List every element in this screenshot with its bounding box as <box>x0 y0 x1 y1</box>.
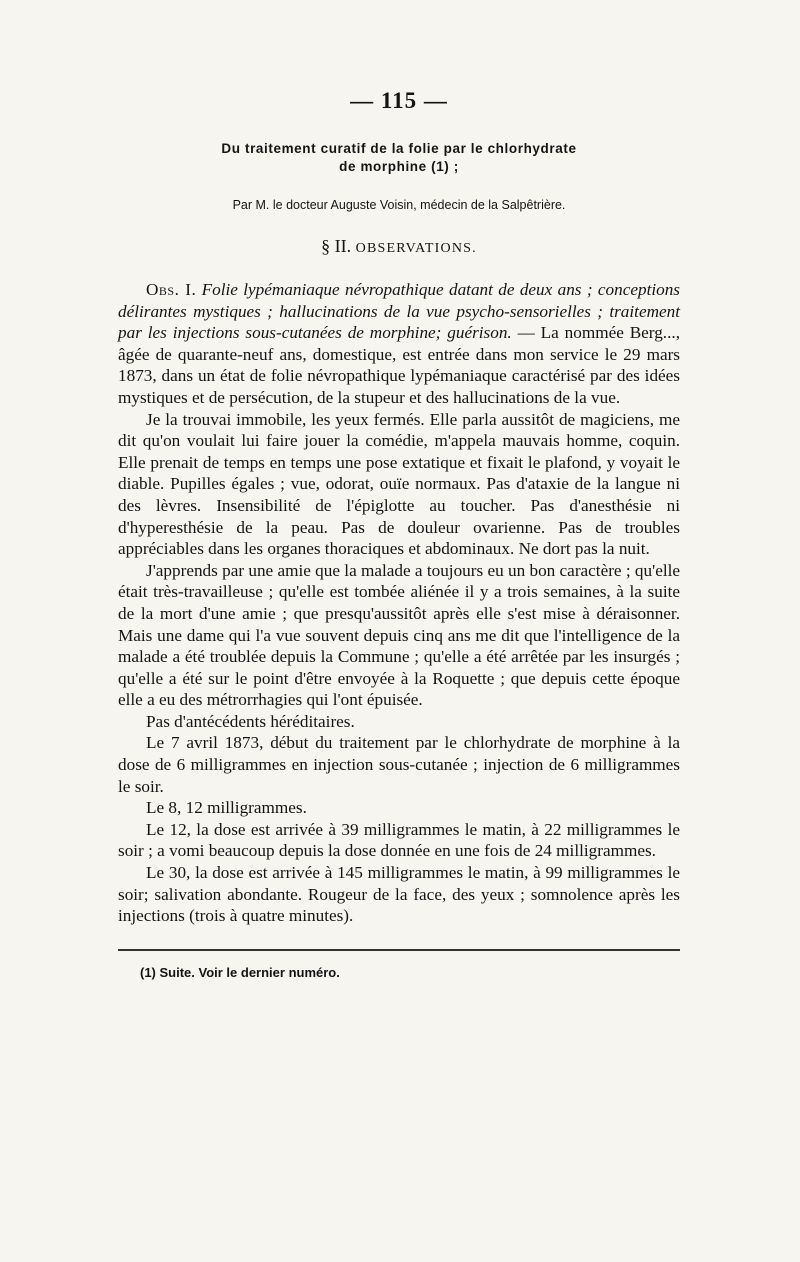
body-paragraph: Le 8, 12 milligrammes. <box>146 798 307 818</box>
body-paragraph: Pas d'antécédents héréditaires. <box>146 711 355 731</box>
observation-intro: — La nommée Berg..., âgée de quarante-neuf ans, domestique, est entrée dans mon service le 29 mars 1873, dans un état de folie névropathique lypémaniaque caractérisé par des idées mystiques et de persécution, de la stupeur et des hallucinations de la vue. <box>118 323 680 407</box>
section-heading <box>118 236 680 257</box>
observation-label: Obs. I. <box>146 280 197 299</box>
observation-title: Folie lypémaniaque névropathique datant de deux ans ; conceptions délirantes mystiques ; hallucinations de la vue psycho-sensorielles ; traitement par les injections sous-cutanées de morphine; guérison. <box>118 280 680 343</box>
observation-paragraph <box>118 279 680 409</box>
body-paragraph: Le 30, la dose est arrivée à 145 milligrammes le matin, à 99 milligrammes le soir; salivation abondante. Rougeur de la face, des yeux ; somnolence après les injections (trois à quatre minutes). <box>118 863 680 926</box>
section-title: OBSERVATIONS. <box>355 241 477 256</box>
body-paragraph: Je la trouvai immobile, les yeux fermés. Elle parla aussitôt de magiciens, me dit qu'on voulait lui faire jouer la comédie, m'appela mauvais homme, coquin. Elle prenait de temps en temps une pose extatique et fixait le plafond, y voyait le diable. Pupilles égales ; vue, odorat, ouïe normaux. Pas d'ataxie de la langue ni des lèvres. Insensibilité de l'épiglotte au toucher. Pas d'anesthésie ni d'hyperesthésie de la peau. Pas de douleur ovarienne. Pas de troubles appréciables dans les organes thoraciques et abdominaux. Ne dort pas la nuit. <box>118 409 680 559</box>
document-page <box>118 88 680 980</box>
article-body <box>118 279 680 927</box>
section-mark: § II. <box>321 236 352 256</box>
body-paragraph: Le 7 avril 1873, début du traitement par le chlorhydrate de morphine à la dose de 6 milligrammes en injection sous-cutanée ; injection de 6 milligrammes le soir. <box>118 733 680 796</box>
body-paragraph: J'apprends par une amie que la malade a toujours eu un bon caractère ; qu'elle était très-travailleuse ; qu'elle est tombée aliénée il y a trois semaines, à la suite de la mort d'une amie ; que presqu'aussitôt après elle s'est mise à déraisonner. Mais une dame qui l'a vue souvent depuis cinq ans me dit que l'intelligence de la malade a été troublée depuis la Commune ; qu'elle a été arrêtée par les insurgés ; qu'elle a été sur le point d'être envoyée à la Roquette ; que depuis cette époque elle a eu des métrorrhagies qui l'ont épuisée. <box>118 560 681 710</box>
article-title-line-1: Du traitement curatif de la folie par le chlorhydrate <box>221 141 577 156</box>
body-paragraph: Le 12, la dose est arrivée à 39 milligrammes le matin, à 22 milligrammes le soir ; a vomi beaucoup depuis la dose donnée en une fois de 24 milligrammes. <box>118 819 680 861</box>
author-byline: Par M. le docteur Auguste Voisin, médecin de la Salpêtrière. <box>232 198 566 212</box>
page-number: — 115 — <box>350 88 448 113</box>
footnote-divider <box>118 949 680 951</box>
article-title <box>118 140 680 176</box>
article-title-line-2: de morphine (1) ; <box>339 159 459 174</box>
footnote: (1) Suite. Voir le dernier numéro. <box>140 964 340 980</box>
